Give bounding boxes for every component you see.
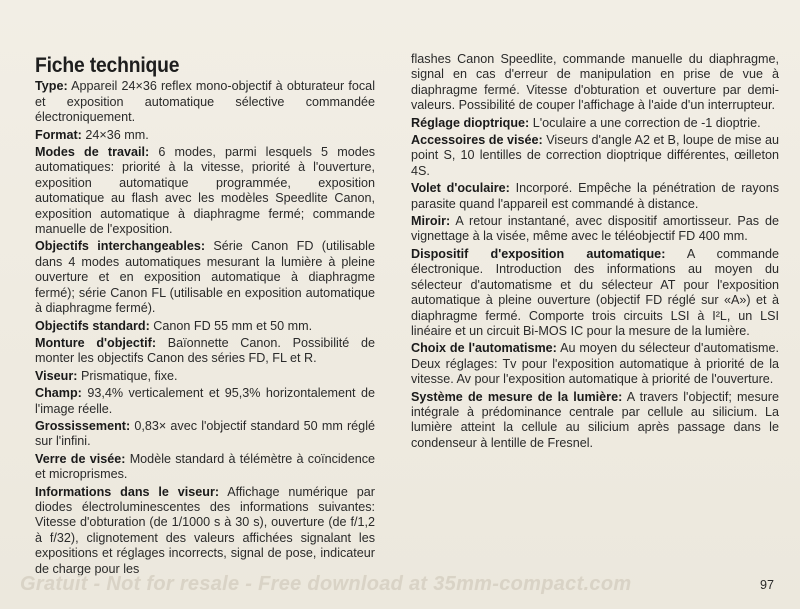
- spec-entry: [411, 390, 779, 452]
- spec-entry: [411, 214, 779, 245]
- spec-description: A retour instantané, avec dispositif amortisseur. Pas de vignettage à la visée, même avec le téléobjectif FD 400 mm.: [411, 214, 779, 244]
- page-title: Fiche technique: [35, 54, 180, 77]
- spec-description: A commande électronique. Introduction des informations au moyen du sélecteur d'automatisme et du sélecteur AT pour l'exposition automatique à pleine ouverture (objectif FD réglé sur «A») et à diaphragme fermé. Comporte trois circuits LSI à I²L, un LSI linéaire et un circuit Bi-MOS IC pour la mesure de la lumière.: [411, 246, 779, 338]
- spec-entry: [411, 341, 779, 387]
- page-number: 97: [760, 578, 775, 592]
- spec-description: Au moyen du sélecteur d'automatisme. Deux réglages: Tv pour l'exposition automatique à priorité de la vitesse. Av pour l'exposition automatique à priorité de l'ouverture.: [411, 341, 779, 387]
- spec-entry: [411, 116, 779, 131]
- spec-term: Monture d'objectif:: [35, 335, 157, 350]
- spec-term: Informations dans le viseur:: [35, 484, 220, 499]
- spec-term: Choix de l'automatisme:: [411, 341, 557, 356]
- spec-term: Miroir:: [411, 214, 451, 229]
- spec-entry: [35, 128, 375, 143]
- spec-description: Série Canon FD (utilisable dans 4 modes automatiques mesurant la lumière à pleine ouverture et en exposition automatique à diaphragme fermé); série Canon FL (utilisable en exposition automatique à diaphragme fermé).: [35, 239, 375, 316]
- spec-description: Baïonnette Canon. Possibilité de monter les objectifs Canon des séries FD, FL et R.: [35, 335, 375, 366]
- spec-description: Incorporé. Empêche la pénétration de rayons parasite quand l'appareil est commandé à distance.: [411, 181, 780, 211]
- spec-term: Volet d'oculaire:: [411, 181, 510, 196]
- spec-description: Viseurs d'angle A2 et B, loupe de mise au point S, 10 lentilles de correction dioptrique différentes, œilleton 4S.: [411, 133, 779, 178]
- right-spec-list: [411, 116, 779, 452]
- spec-description: Modèle standard à télémètre à coïncidence et microprismes.: [35, 451, 375, 482]
- spec-entry: [35, 79, 375, 125]
- spec-description: 6 modes, parmi lesquels 5 modes automatiques: priorité à la vitesse, priorité à l'ouverture, exposition automatique programmée, exposition automatique au flash avec les modèles Speedlite Canon, exposition automatique à diaphragme fermé; commande manuelle de l'exposition.: [35, 145, 375, 237]
- spec-description: Canon FD 55 mm et 50 mm.: [149, 318, 313, 333]
- spec-entry: [35, 145, 375, 237]
- spec-description: 0,83× avec l'objectif standard 50 mm réglé sur l'infini.: [35, 418, 375, 449]
- watermark-footer: Gratuit - Not for resale - Free download at 35mm-compact.com: [20, 573, 632, 595]
- spec-description: A travers l'objectif; mesure intégrale à prédominance centrale par cellule au silicium. La lumière atteint la cellule au silicium après passage dans le condenseur à lentille de Fresnel.: [411, 389, 779, 450]
- spec-description: Affichage numérique par diodes électroluminescentes des informations suivantes: Vitesse d'obturation (de 1/1000 s à 30 s), ouverture (de f/1,2 à f/32), clignotement des valeurs affichées signalant les expositions et réglages incorrects, signal de pose, indicateur de charge pour les: [35, 484, 375, 576]
- spec-description: Prismatique, fixe.: [77, 368, 178, 383]
- spec-entry: [411, 181, 779, 212]
- spec-term: Système de mesure de la lumière:: [411, 389, 623, 404]
- spec-term: Verre de visée:: [35, 451, 126, 466]
- right-column: [411, 52, 779, 453]
- spec-term: Objectifs interchangeables:: [35, 239, 206, 254]
- spec-description: L'oculaire a une correction de -1 dioptrie.: [529, 115, 761, 130]
- spec-entry: [35, 319, 375, 334]
- spec-term: Champ:: [35, 386, 82, 401]
- spec-entry: [35, 239, 375, 316]
- spec-term: Viseur:: [35, 368, 78, 383]
- spec-entry: [35, 419, 375, 450]
- spec-entry: [411, 133, 779, 179]
- spec-description: 93,4% verticalement et 95,3% horizontalement de l'image réelle.: [35, 386, 375, 416]
- spec-term: Dispositif d'exposition automatique:: [411, 246, 666, 261]
- spec-term: Objectifs standard:: [35, 318, 150, 333]
- spec-term: Modes de travail:: [35, 145, 150, 160]
- spec-entry: [35, 386, 375, 417]
- spec-term: Grossissement:: [35, 418, 131, 433]
- spec-term: Réglage dioptrique:: [411, 115, 530, 130]
- spec-entry: [35, 485, 375, 577]
- continued-text: flashes Canon Speedlite, commande manuelle du diaphragme, signal en cas d'erreur de manipulation en prise de vue à diaphragme fermé. Vitesse d'obturation et ouverture par demi-valeurs. Possibilité de couper l'affichage à l'aide d'un interrupteur.: [411, 52, 779, 113]
- spec-entry: [35, 452, 375, 483]
- spec-term: Format:: [35, 127, 82, 142]
- spec-description: 24×36 mm.: [81, 127, 149, 142]
- spec-entry: [35, 336, 375, 367]
- left-spec-list: [35, 79, 375, 577]
- spec-description: Appareil 24×36 reflex mono-objectif à obturateur focal et exposition automatique sélective commandée électroniquement.: [35, 79, 375, 125]
- spec-term: Type:: [35, 79, 68, 94]
- spec-entry: [411, 247, 779, 339]
- spec-entry: [35, 369, 375, 384]
- left-column: [35, 54, 375, 579]
- spec-term: Accessoires de visée:: [411, 133, 543, 148]
